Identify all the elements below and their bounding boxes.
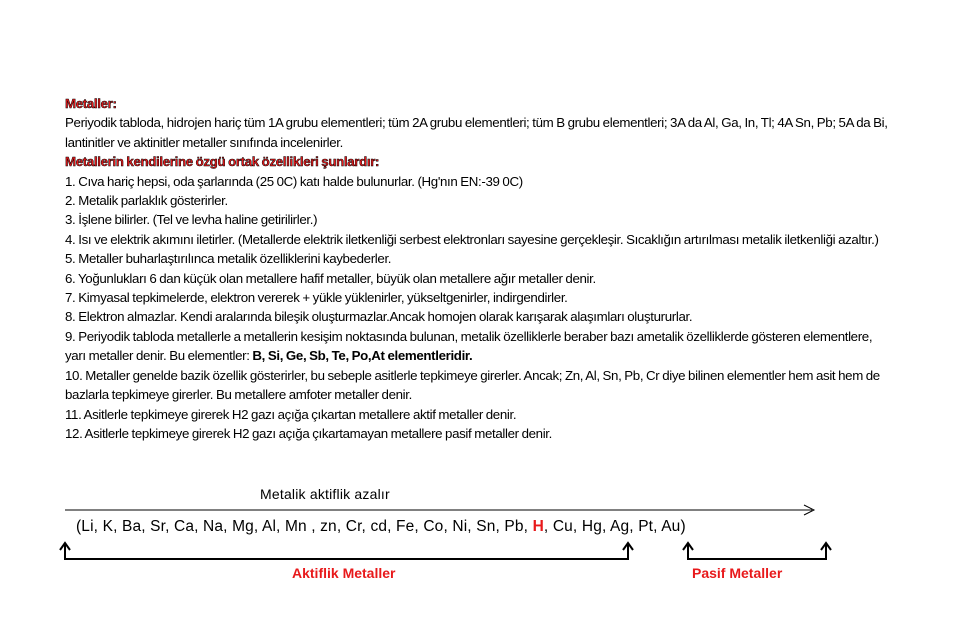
arrow-label: Metalik aktiflik azalır bbox=[260, 486, 390, 502]
list-item: 10. Metaller genelde bazik özellik gösterirler, bu sebeple asitlerle tepkimeye girerler. Ancak; Zn, Al, Sn, Pb, Cr diye bilinen elementler hem asit hem de bazlarla tepkimeye girerler. Bu metallere amfoter metaller denir. bbox=[65, 367, 880, 403]
list-item: 3. İşlene bilirler. (Tel ve levha haline getirilirler.) bbox=[65, 212, 318, 228]
subheading-properties: Metallerin kendilerine özgü ortak özellikleri şunlardır: bbox=[65, 154, 380, 170]
list-item: 8. Elektron almazlar. Kendi aralarında bileşik oluşturmazlar.Ancak homojen olarak karışarak alaşımları oluştururlar. bbox=[65, 309, 693, 325]
item-9-text: 9. Periyodik tabloda metallerle a metallerin kesişim noktasında bulunan, metalik özelliklerle beraber bazı ametalik özelliklerde gösteren elementlere, yarı metaller denir. Bu elementler: bbox=[65, 328, 873, 364]
heading-metaller: Metaller: bbox=[65, 96, 117, 111]
list-item: 6. Yoğunlukları 6 dan küçük olan metallere hafif metaller, büyük olan metallere ağır metaller denir. bbox=[65, 270, 596, 286]
list-item: 11. Asitlerle tepkimeye girerek H2 gazı açığa çıkartan metallere aktif metaller denir. bbox=[65, 406, 517, 422]
list-item: 2. Metalik parlaklık gösterirler. bbox=[65, 193, 228, 209]
active-metals-label: Aktiflik Metaller bbox=[292, 565, 396, 581]
list-item: 12. Asitlerle tepkimeye girerek H2 gazı açığa çıkartamayan metallere pasif metaller denir. bbox=[65, 425, 552, 441]
series-end: , Cu, Hg, Ag, Pt, Au) bbox=[543, 518, 686, 535]
list-item: 4. Isı ve elektrik akımını iletirler. (Metallerde elektrik iletkenliği serbest elektronları sayesine gerçekleşir. Sıcaklığın artırılması metalik iletkenliği azaltır.) bbox=[65, 231, 879, 247]
item-9-elements: B, Si, Ge, Sb, Te, Po,At elementleridir. bbox=[252, 348, 473, 364]
list-item: 5. Metaller buharlaştırılınca metalik özelliklerini kaybederler. bbox=[65, 251, 392, 267]
activity-series bbox=[76, 518, 686, 536]
list-item: 7. Kimyasal tepkimelerde, elektron vererek + yükle yüklenirler, yükseltgenirler, indirgendirler. bbox=[65, 290, 568, 306]
passive-bracket bbox=[683, 543, 831, 559]
intro-paragraph: Periyodik tabloda, hidrojen hariç tüm 1A grubu elementleri; tüm 2A grubu elementleri; tüm B grubu elementleri; 3A da Al, Ga, In, Tl; 4A Sn, Pb; 5A da Bi, lantinitler ve aktinitler metaller sınıfında incelenirler. bbox=[65, 115, 888, 150]
active-bracket bbox=[60, 543, 633, 559]
list-item: 1. Cıva hariç hepsi, oda şarlarında (25 0C) katı halde bulunurlar. (Hg'nın EN:-39 0C) bbox=[65, 173, 523, 189]
hydrogen-marker: H bbox=[532, 518, 544, 535]
series-start: (Li, K, Ba, Sr, Ca, Na, Mg, Al, Mn , zn, Cr, cd, Fe, Co, Ni, Sn, Pb, bbox=[76, 518, 533, 535]
passive-metals-label: Pasif Metaller bbox=[692, 565, 783, 581]
